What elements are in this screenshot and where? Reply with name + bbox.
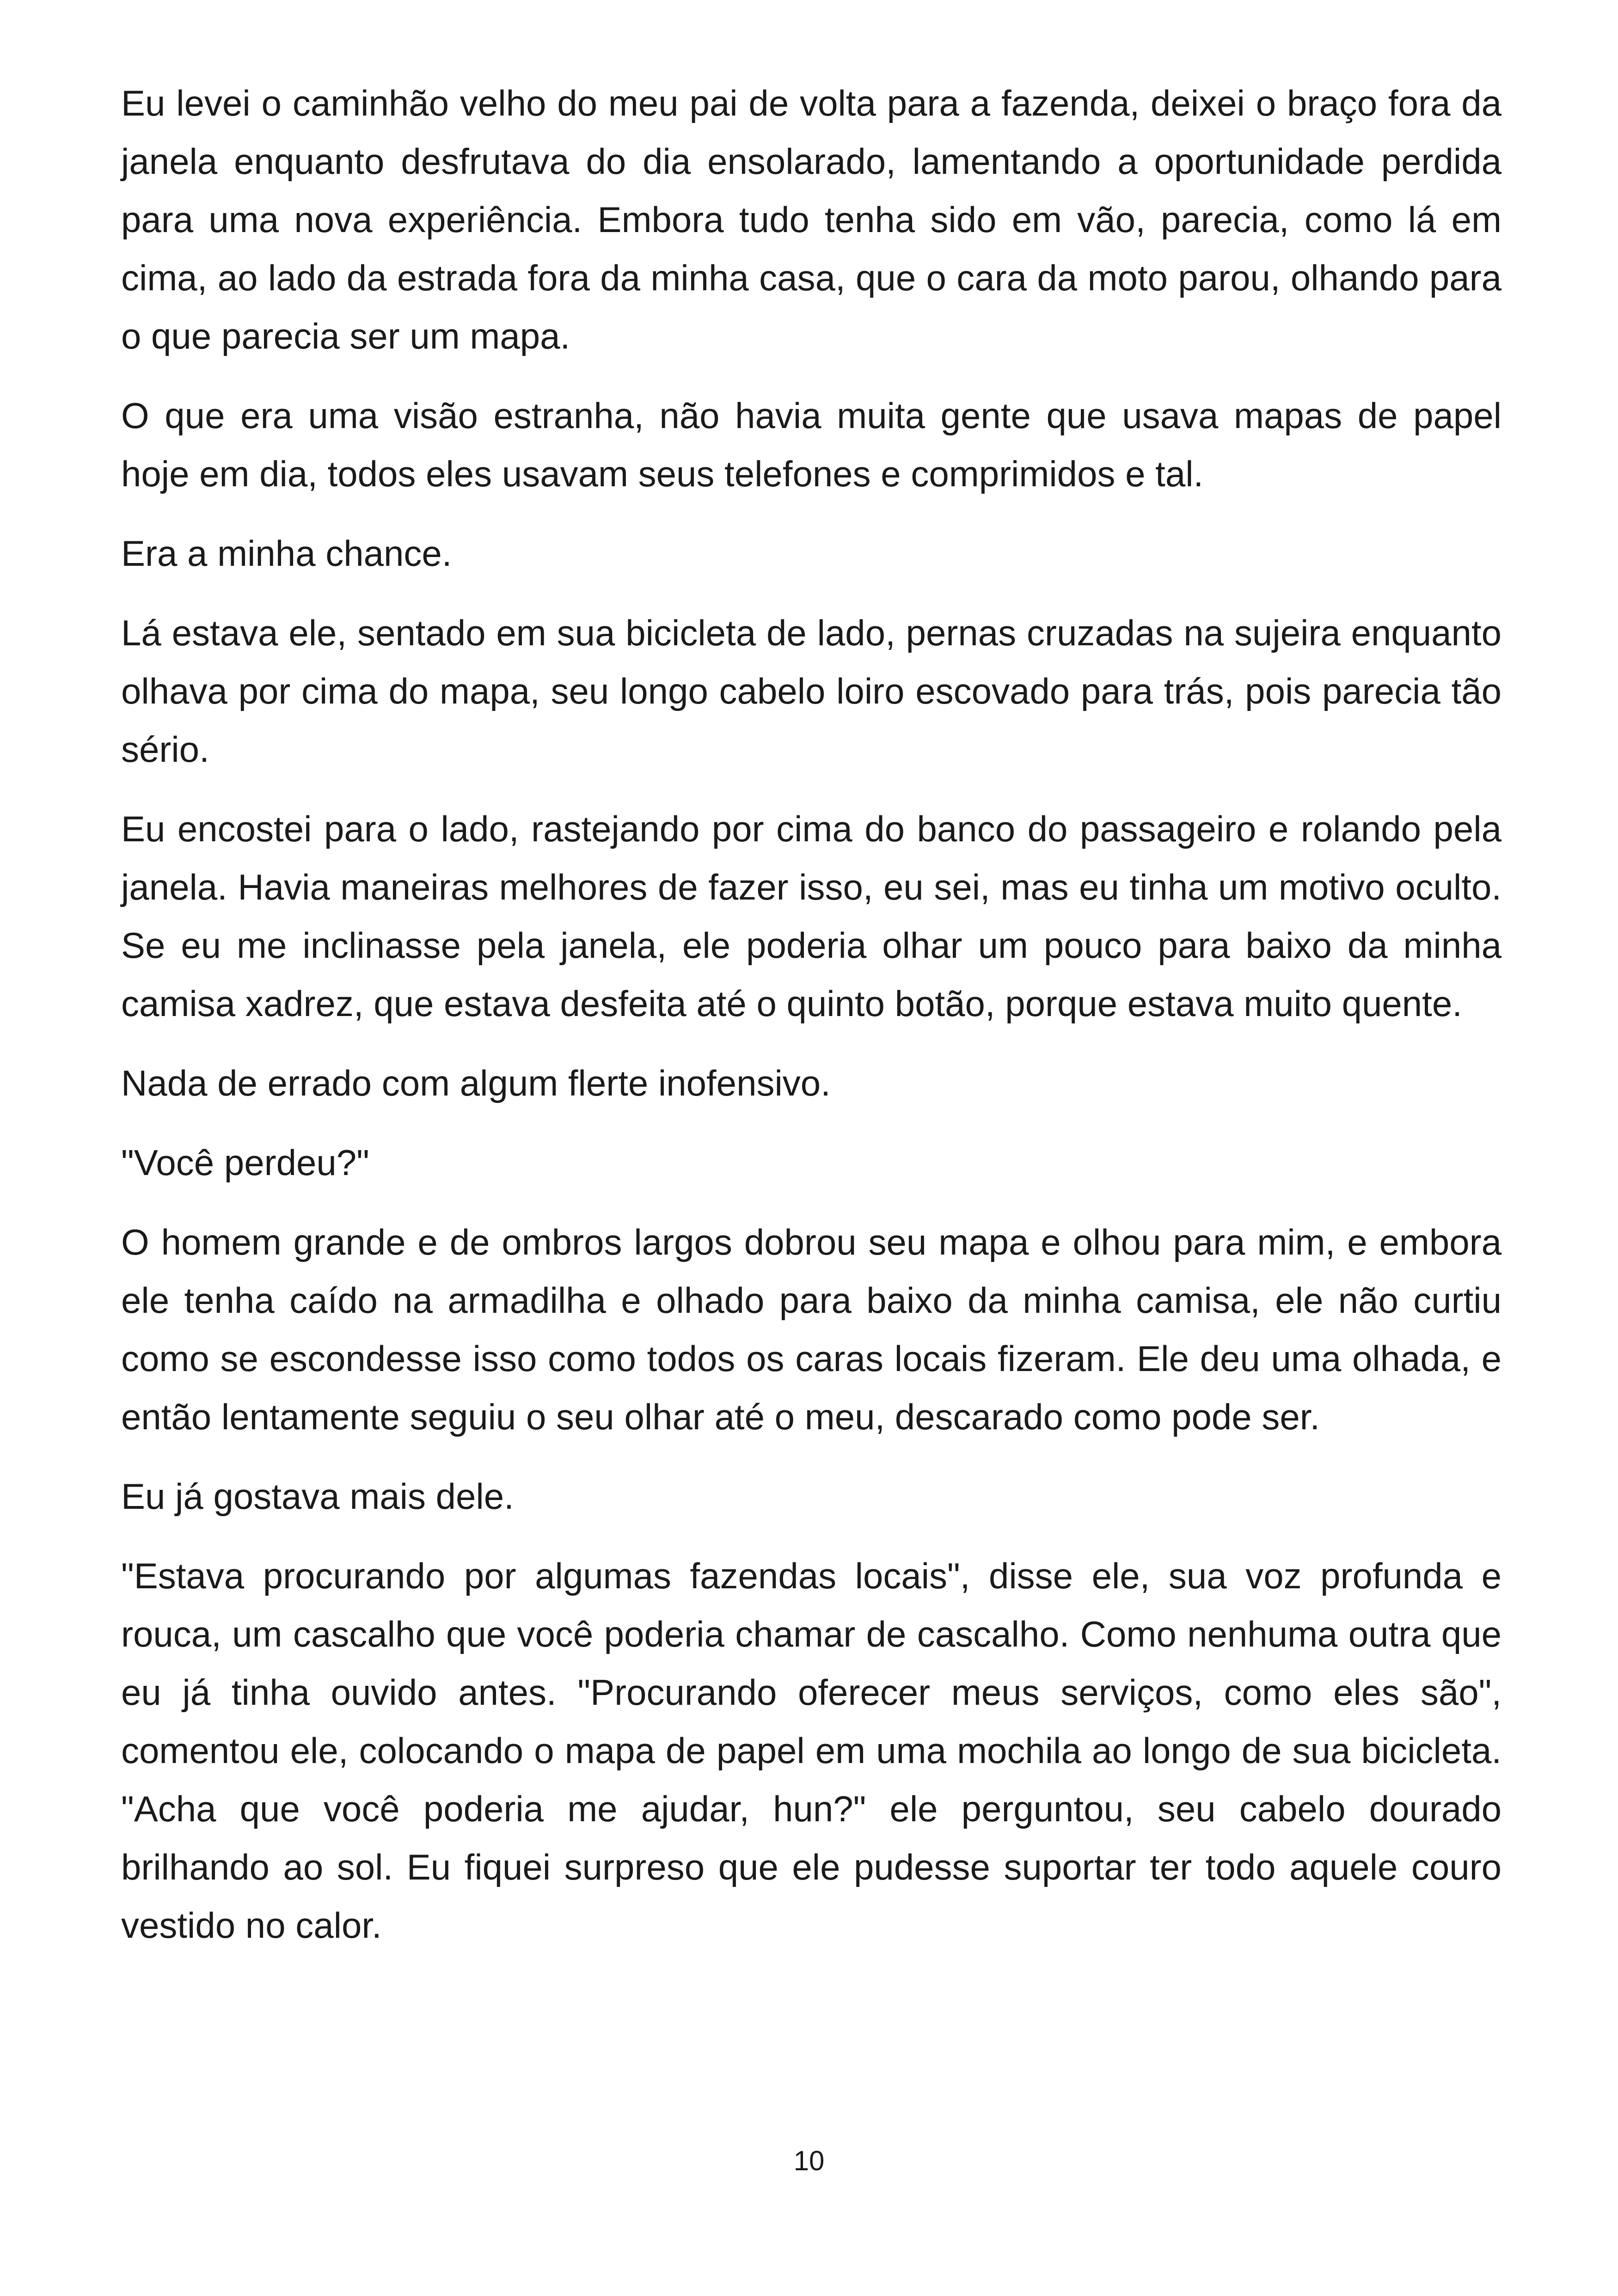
paragraph-7: "Você perdeu?" — [121, 1142, 369, 1183]
paragraph-2: O que era uma visão estranha, não havia muita gente que usava mapas de papel hoje em dia, todos eles usavam seus telefones e comprimidos e tal. — [121, 395, 1502, 494]
page-number: 10 — [793, 2145, 825, 2176]
paragraph-3: Era a minha chance. — [121, 533, 452, 574]
paragraph-6: Nada de errado com algum flerte inofensivo. — [121, 1063, 831, 1103]
paragraph-8: O homem grande e de ombros largos dobrou seu mapa e olhou para mim, e embora ele tenha caído na armadilha e olhado para baixo da minha camisa, ele não curtiu como se escondesse isso como todos os caras locais fizeram. Ele deu uma olhada, e então lentamente seguiu o seu olhar até o meu, descarado como pode ser. — [121, 1222, 1502, 1437]
paragraph-5: Eu encostei para o lado, rastejando por cima do banco do passageiro e rolando pela janela. Havia maneiras melhores de fazer isso, eu sei, mas eu tinha um motivo oculto. Se eu me inclinasse pela janela, ele poderia olhar um pouco para baixo da minha camisa xadrez, que estava desfeita até o quinto botão, porque estava muito quente. — [121, 808, 1502, 1024]
paragraph-9: Eu já gostava mais dele. — [121, 1476, 514, 1517]
paragraph-10: "Estava procurando por algumas fazendas locais", disse ele, sua voz profunda e rouca, um cascalho que você poderia chamar de cascalho. Como nenhuma outra que eu já tinha ouvido antes. "Procurando oferecer meus serviços, como eles são", comentou ele, colocando o mapa de papel em uma mochila ao longo de sua bicicleta. "Acha que você poderia me ajudar, hun?" ele perguntou, seu cabelo dourado brilhando ao sol. Eu fiquei surpreso que ele pudesse suportar ter todo aquele couro vestido no calor. — [121, 1555, 1502, 1946]
body-text — [121, 74, 1502, 1976]
paragraph-4: Lá estava ele, sentado em sua bicicleta de lado, pernas cruzadas na sujeira enquanto olhava por cima do mapa, seu longo cabelo loiro escovado para trás, pois parecia tão sério. — [121, 612, 1502, 770]
paragraph-1: Eu levei o caminhão velho do meu pai de volta para a fazenda, deixei o braço fora da janela enquanto desfrutava do dia ensolarado, lamentando a oportunidade perdida para uma nova experiência. Embora tudo tenha sido em vão, parecia, como lá em cima, ao lado da estrada fora da minha casa, que o cara da moto parou, olhando para o que parecia ser um mapa. — [121, 83, 1502, 356]
